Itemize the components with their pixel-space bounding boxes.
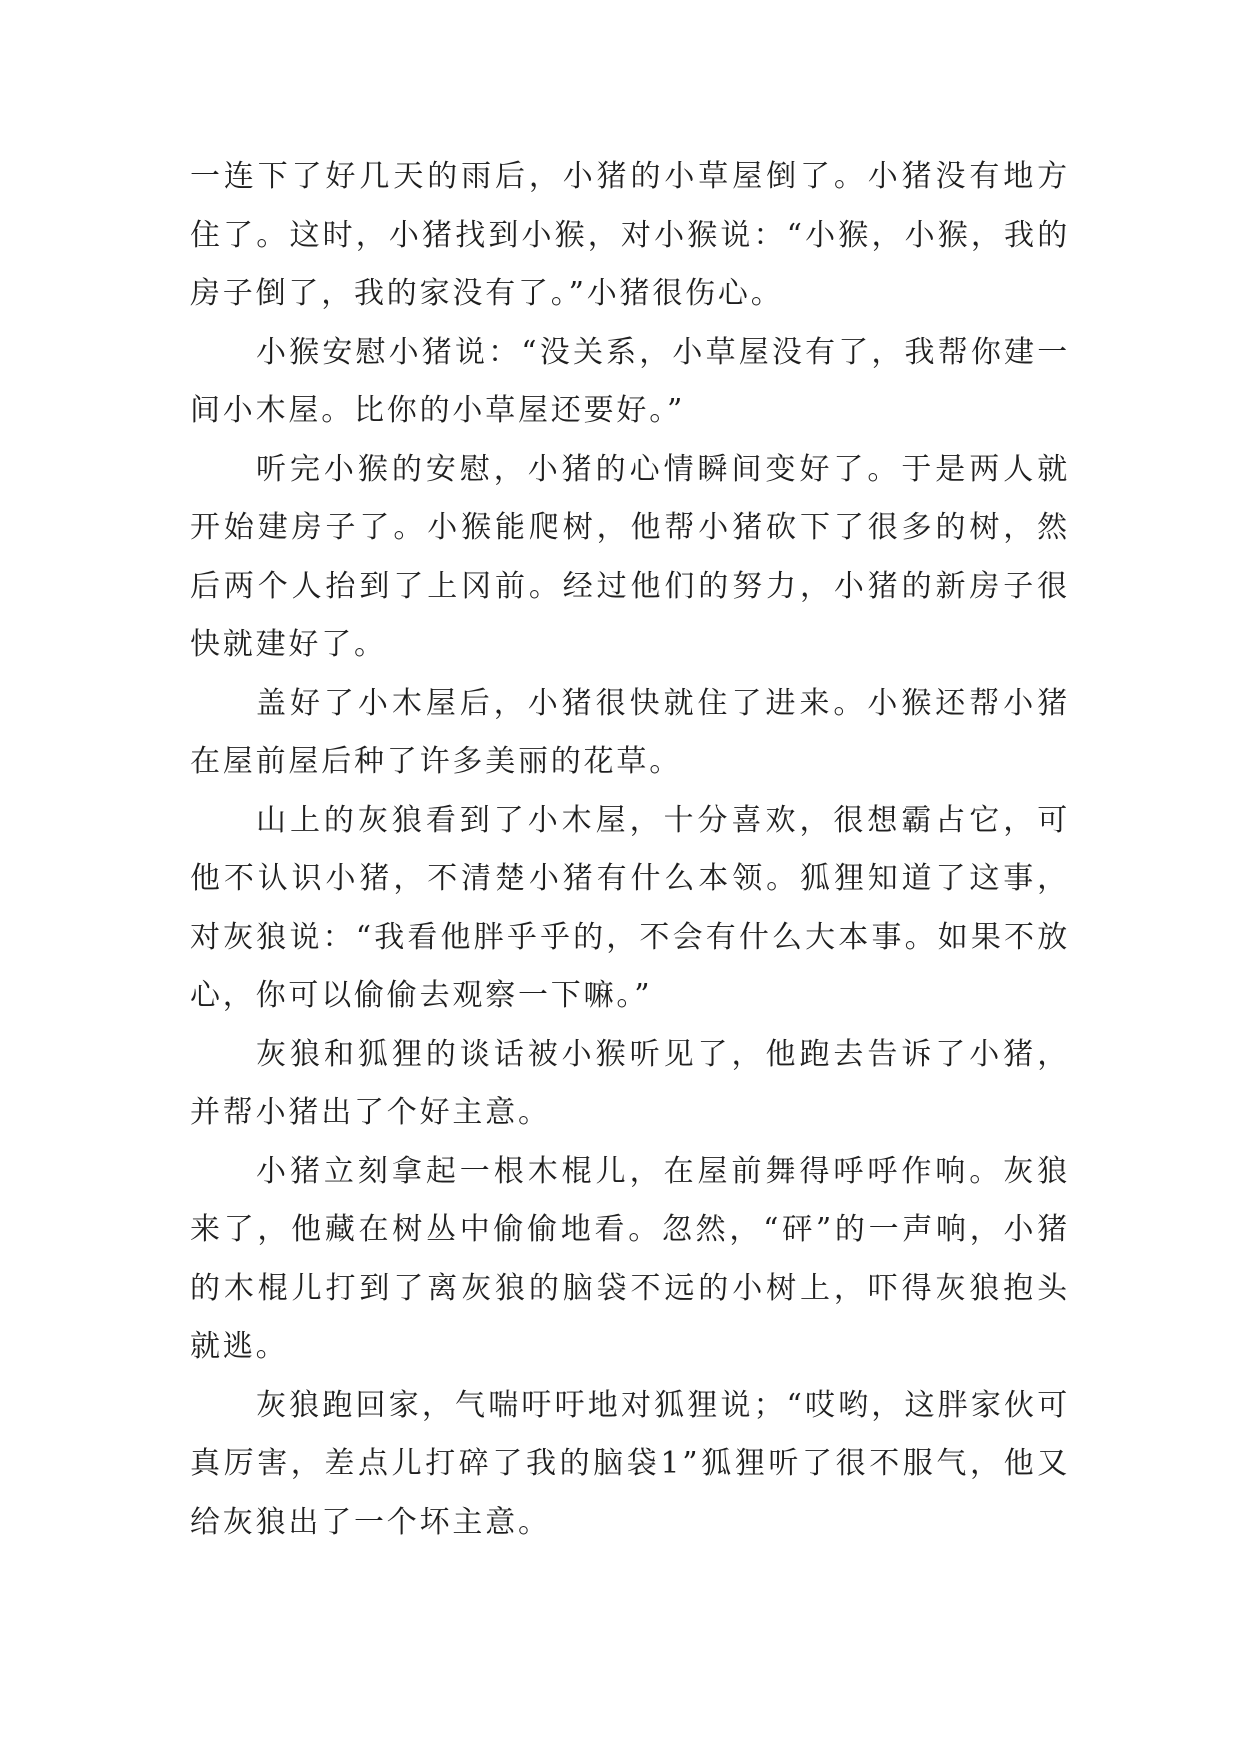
paragraph-8: 灰狼跑回家，气喘吁吁地对狐狸说；“哎哟，这胖家伙可真厉害，差点儿打碎了我的脑袋1”狐狸听了很不服气，他又给灰狼出了一个坏主意。 (190, 1387, 1070, 1540)
paragraph-4: 盖好了小木屋后，小猪很快就住了进来。小猴还帮小猪在屋前屋后种了许多美丽的花草。 (190, 685, 1070, 779)
paragraph-7: 小猪立刻拿起一根木棍儿，在屋前舞得呼呼作响。灰狼来了，他藏在树丛中偷偷地看。忽然，“砰”的一声响，小猪的木棍儿打到了离灰狼的脑袋不远的小树上，吓得灰狼抱头就逃。 (190, 1153, 1070, 1364)
paragraph-1: 一连下了好几天的雨后，小猪的小草屋倒了。小猪没有地方住了。这时，小猪找到小猴，对小猴说：“小猴，小猴，我的房子倒了，我的家没有了。”小猪很伤心。 (190, 159, 1070, 311)
story-body (190, 148, 1070, 1552)
paragraph-3: 听完小猴的安慰，小猪的心情瞬间变好了。于是两人就开始建房子了。小猴能爬树，他帮小猪砍下了很多的树，然后两个人抬到了上冈前。经过他们的努力，小猪的新房子很快就建好了。 (190, 451, 1070, 662)
paragraph-5: 山上的灰狼看到了小木屋，十分喜欢，很想霸占它，可他不认识小猪，不清楚小猪有什么本领。狐狸知道了这事，对灰狼说：“我看他胖乎乎的，不会有什么大本事。如果不放心，你可以偷偷去观察一下嘛。” (190, 802, 1070, 1013)
paragraph-2: 小猴安慰小猪说：“没关系，小草屋没有了，我帮你建一间小木屋。比你的小草屋还要好。” (190, 334, 1070, 428)
paragraph-6: 灰狼和狐狸的谈话被小猴听见了，他跑去告诉了小猪，并帮小猪出了个好主意。 (190, 1036, 1070, 1130)
